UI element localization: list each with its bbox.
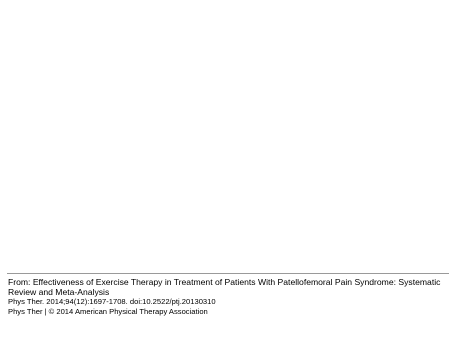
journal-reference: Phys Ther. 2014;94(12):1697-1708. doi:10.2522/ptj.20130310 <box>8 297 216 306</box>
copyright-notice: Phys Ther | © 2014 American Physical Therapy Association <box>8 306 208 316</box>
citation-block <box>8 277 448 316</box>
divider-line <box>7 273 449 274</box>
article-title-citation: From: Effectiveness of Exercise Therapy in Treatment of Patients With Patellofemoral Pain Syndrome: Systematic Review and Meta-Analysis <box>8 277 441 297</box>
